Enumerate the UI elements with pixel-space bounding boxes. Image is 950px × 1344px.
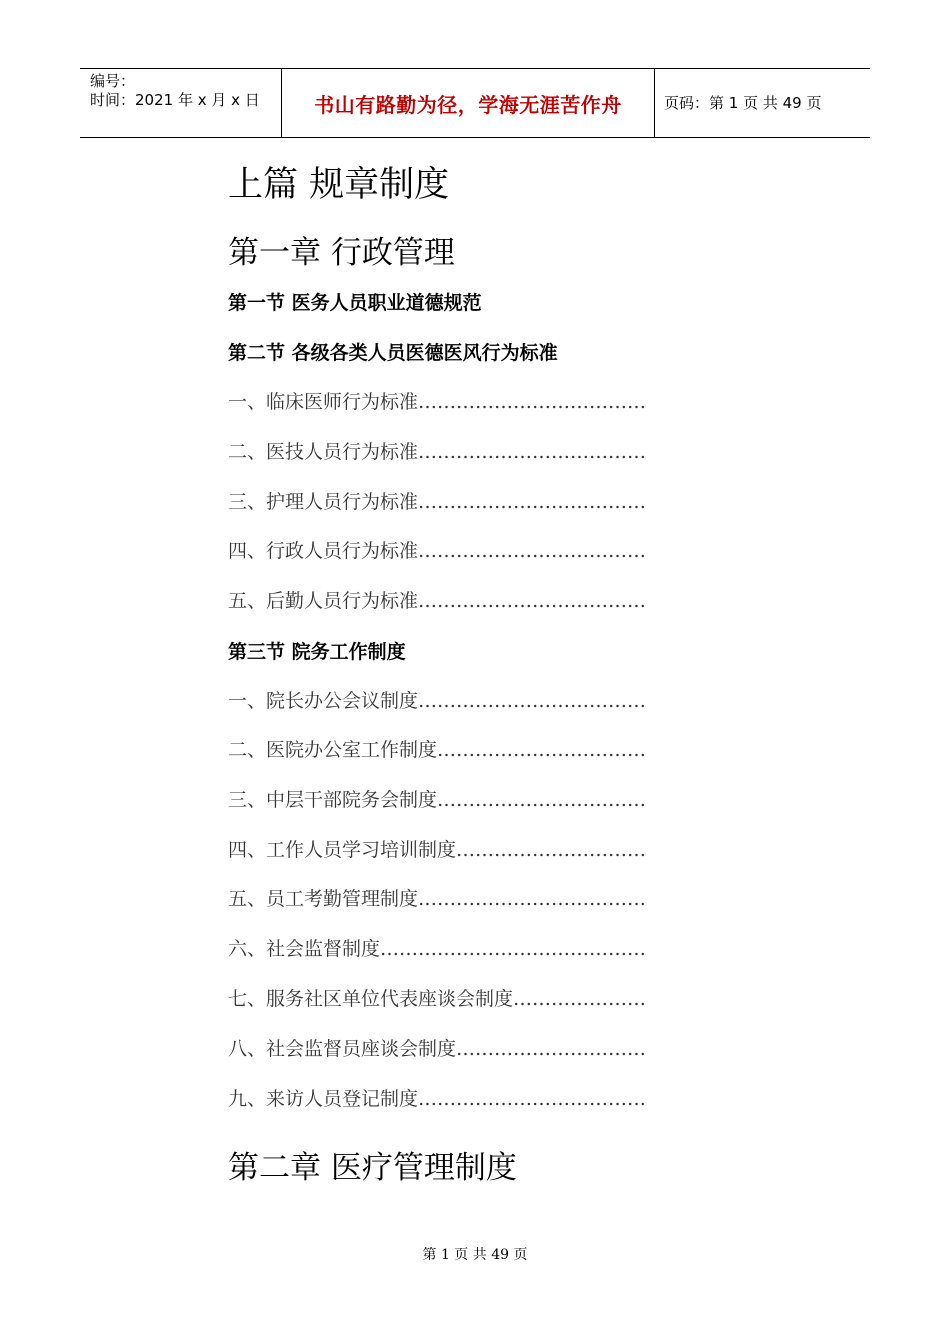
header-cell-motto xyxy=(282,69,655,137)
toc-item[interactable]: 八、社会监督员座谈会制度………………………… xyxy=(228,1038,647,1060)
part-title: 上篇 规章制度 xyxy=(228,165,450,205)
toc-item[interactable]: 一、院长办公会议制度……………………………… xyxy=(228,690,647,712)
toc-item[interactable]: 一、临床医师行为标准……………………………… xyxy=(228,391,647,413)
date-line: 时间：2021 年 x 月 x 日 xyxy=(90,91,260,109)
toc-item[interactable]: 三、护理人员行为标准……………………………… xyxy=(228,491,647,513)
header-cell-page xyxy=(655,69,870,137)
toc-item[interactable]: 六、社会监督制度…………………………………… xyxy=(228,938,647,960)
section-1-2-heading: 第二节 各级各类人员医德医风行为标准 xyxy=(228,342,558,364)
section-1-1-heading: 第一节 医务人员职业道德规范 xyxy=(228,292,482,314)
page-footer: 第 1 页 共 49 页 xyxy=(422,1247,528,1263)
motto-text: 书山有路勤为径，学海无涯苦作舟 xyxy=(314,93,622,117)
page-header-table xyxy=(80,68,870,138)
serial-number-label: 编号： xyxy=(90,72,136,90)
toc-item[interactable]: 二、医技人员行为标准……………………………… xyxy=(228,441,647,463)
toc-item[interactable]: 九、来访人员登记制度……………………………… xyxy=(228,1088,647,1110)
toc-item[interactable]: 二、医院办公室工作制度…………………………… xyxy=(228,739,647,761)
toc-item[interactable]: 七、服务社区单位代表座谈会制度………………… xyxy=(228,988,647,1010)
section-1-3-heading: 第三节 院务工作制度 xyxy=(228,641,406,663)
toc-item[interactable]: 五、后勤人员行为标准……………………………… xyxy=(228,590,647,612)
toc-item[interactable]: 三、中层干部院务会制度…………………………… xyxy=(228,789,647,811)
toc-item[interactable]: 四、工作人员学习培训制度………………………… xyxy=(228,839,647,861)
chapter-2-title: 第二章 医疗管理制度 xyxy=(228,1150,517,1186)
chapter-1-title: 第一章 行政管理 xyxy=(228,235,455,271)
toc-item[interactable]: 四、行政人员行为标准……………………………… xyxy=(228,540,647,562)
toc-item[interactable]: 五、员工考勤管理制度……………………………… xyxy=(228,888,647,910)
header-cell-meta xyxy=(80,69,282,137)
header-page-info: 页码：第 1 页 共 49 页 xyxy=(664,94,822,112)
